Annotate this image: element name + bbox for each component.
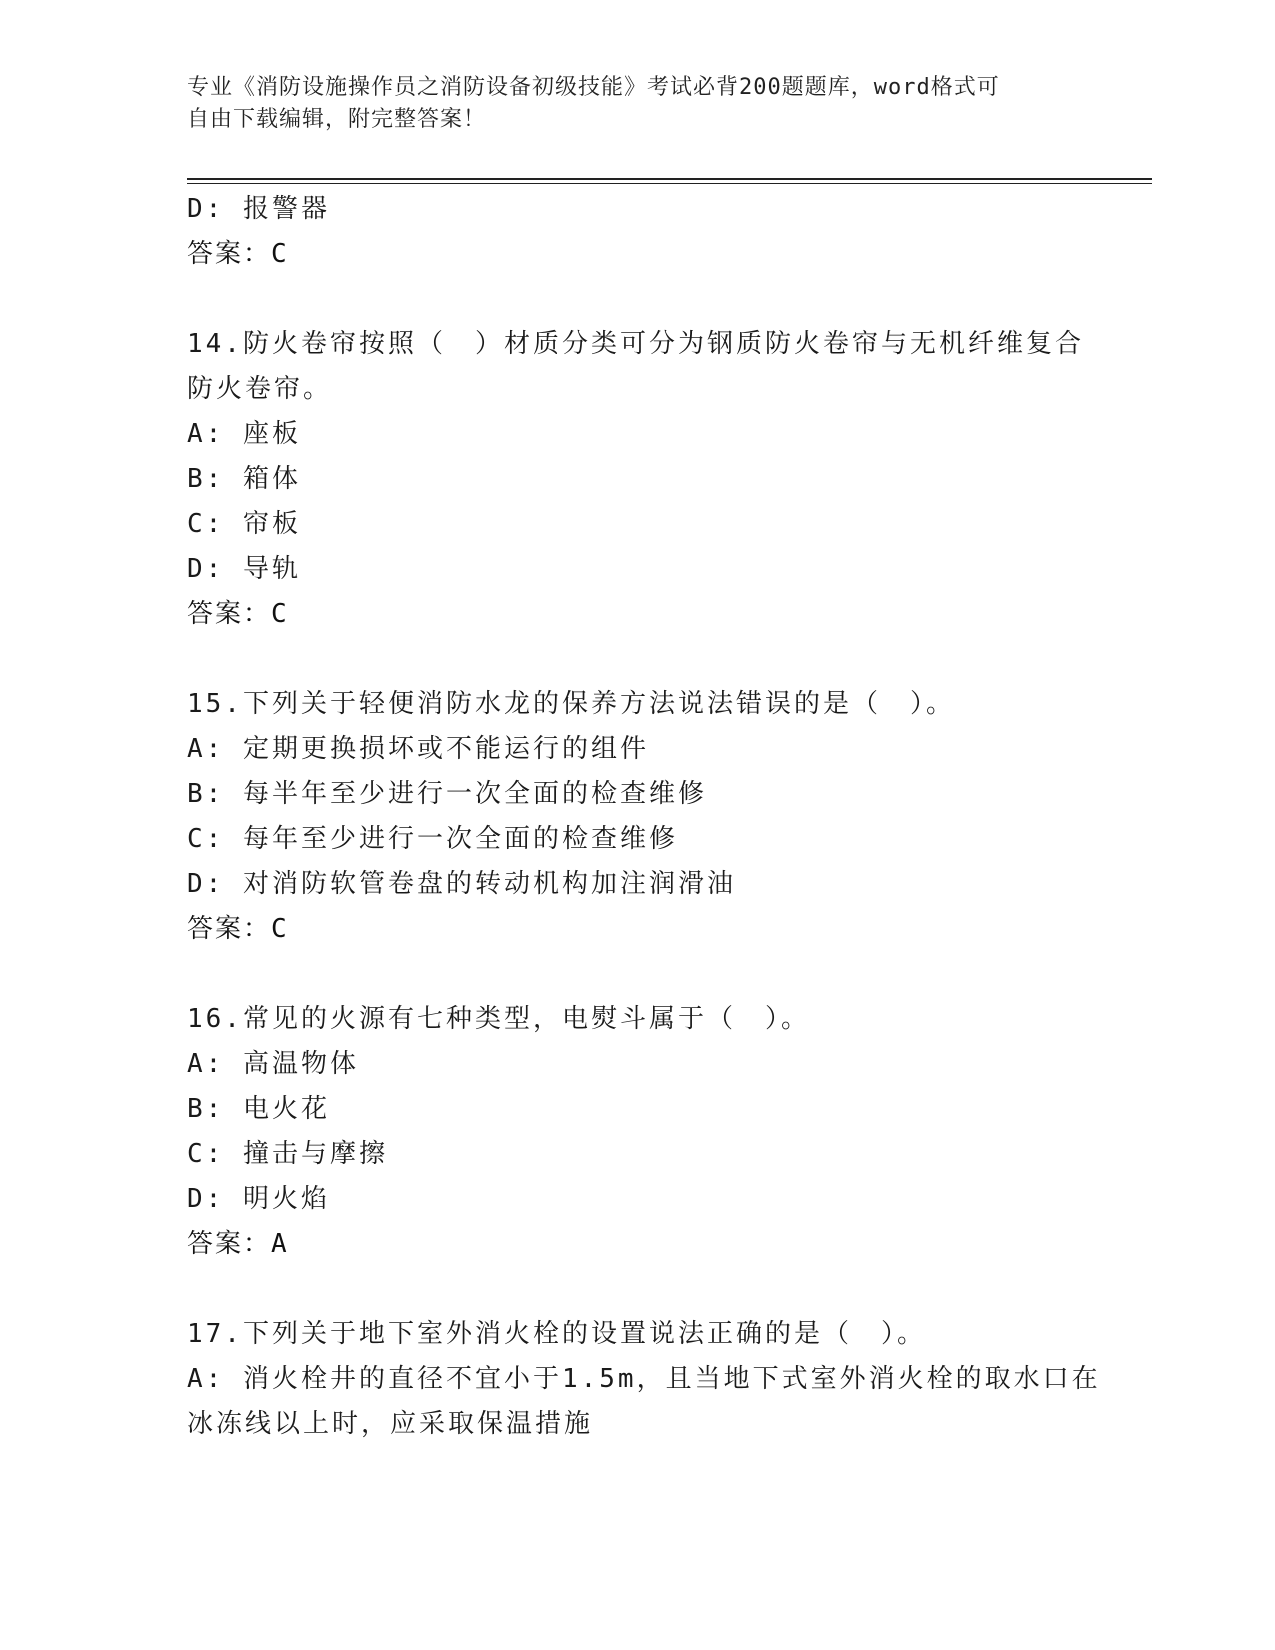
header-divider <box>187 178 1152 184</box>
question-14 <box>187 322 1087 637</box>
option-b: B: 箱体 <box>187 464 301 494</box>
page-header <box>187 72 1067 136</box>
spacer <box>187 1267 1087 1312</box>
question-stem: 16.常见的火源有七种类型，电熨斗属于（ ）。 <box>187 1004 810 1034</box>
option-a: A: 消火栓井的直径不宜小于1.5m，且当地下式室外消火栓的取水口在 <box>187 1364 1101 1394</box>
answer-line: 答案：C <box>187 239 289 269</box>
option-a: A: 高温物体 <box>187 1049 359 1079</box>
question-stem: 15.下列关于轻便消防水龙的保养方法说法错误的是（ ）。 <box>187 689 955 719</box>
option-a: A: 定期更换损坏或不能运行的组件 <box>187 734 649 764</box>
answer-line: 答案：C <box>187 914 289 944</box>
option-d: D: 报警器 <box>187 194 330 224</box>
spacer <box>187 277 1087 322</box>
question-stem: 17.下列关于地下室外消火栓的设置说法正确的是（ ）。 <box>187 1319 926 1349</box>
answer-line: 答案：C <box>187 599 289 629</box>
question-17 <box>187 1312 1101 1447</box>
spacer <box>187 952 1087 997</box>
header-title-line-1: 专业《消防设施操作员之消防设备初级技能》考试必背200题题库，word格式可 <box>187 75 1000 100</box>
option-b: B: 每半年至少进行一次全面的检查维修 <box>187 779 707 809</box>
option-a: A: 座板 <box>187 419 301 449</box>
question-content <box>187 187 1101 1447</box>
answer-line: 答案：A <box>187 1229 289 1259</box>
question-stem-continued: 防火卷帘。 <box>187 374 333 404</box>
option-c: C: 每年至少进行一次全面的检查维修 <box>187 824 678 854</box>
option-d: D: 对消防软管卷盘的转动机构加注润滑油 <box>187 869 736 899</box>
option-a-continued: 冰冻线以上时，应采取保温措施 <box>187 1409 594 1439</box>
header-title-line-2: 自由下载编辑，附完整答案！ <box>187 107 487 132</box>
option-d: D: 明火焰 <box>187 1184 330 1214</box>
question-15 <box>187 682 1087 952</box>
option-c: C: 撞击与摩擦 <box>187 1139 388 1169</box>
question-16 <box>187 997 1087 1267</box>
question-13-tail <box>187 187 1087 277</box>
option-b: B: 电火花 <box>187 1094 330 1124</box>
option-c: C: 帘板 <box>187 509 301 539</box>
question-stem: 14.防火卷帘按照（ ）材质分类可分为钢质防火卷帘与无机纤维复合 <box>187 329 1084 359</box>
spacer <box>187 637 1087 682</box>
option-d: D: 导轨 <box>187 554 301 584</box>
